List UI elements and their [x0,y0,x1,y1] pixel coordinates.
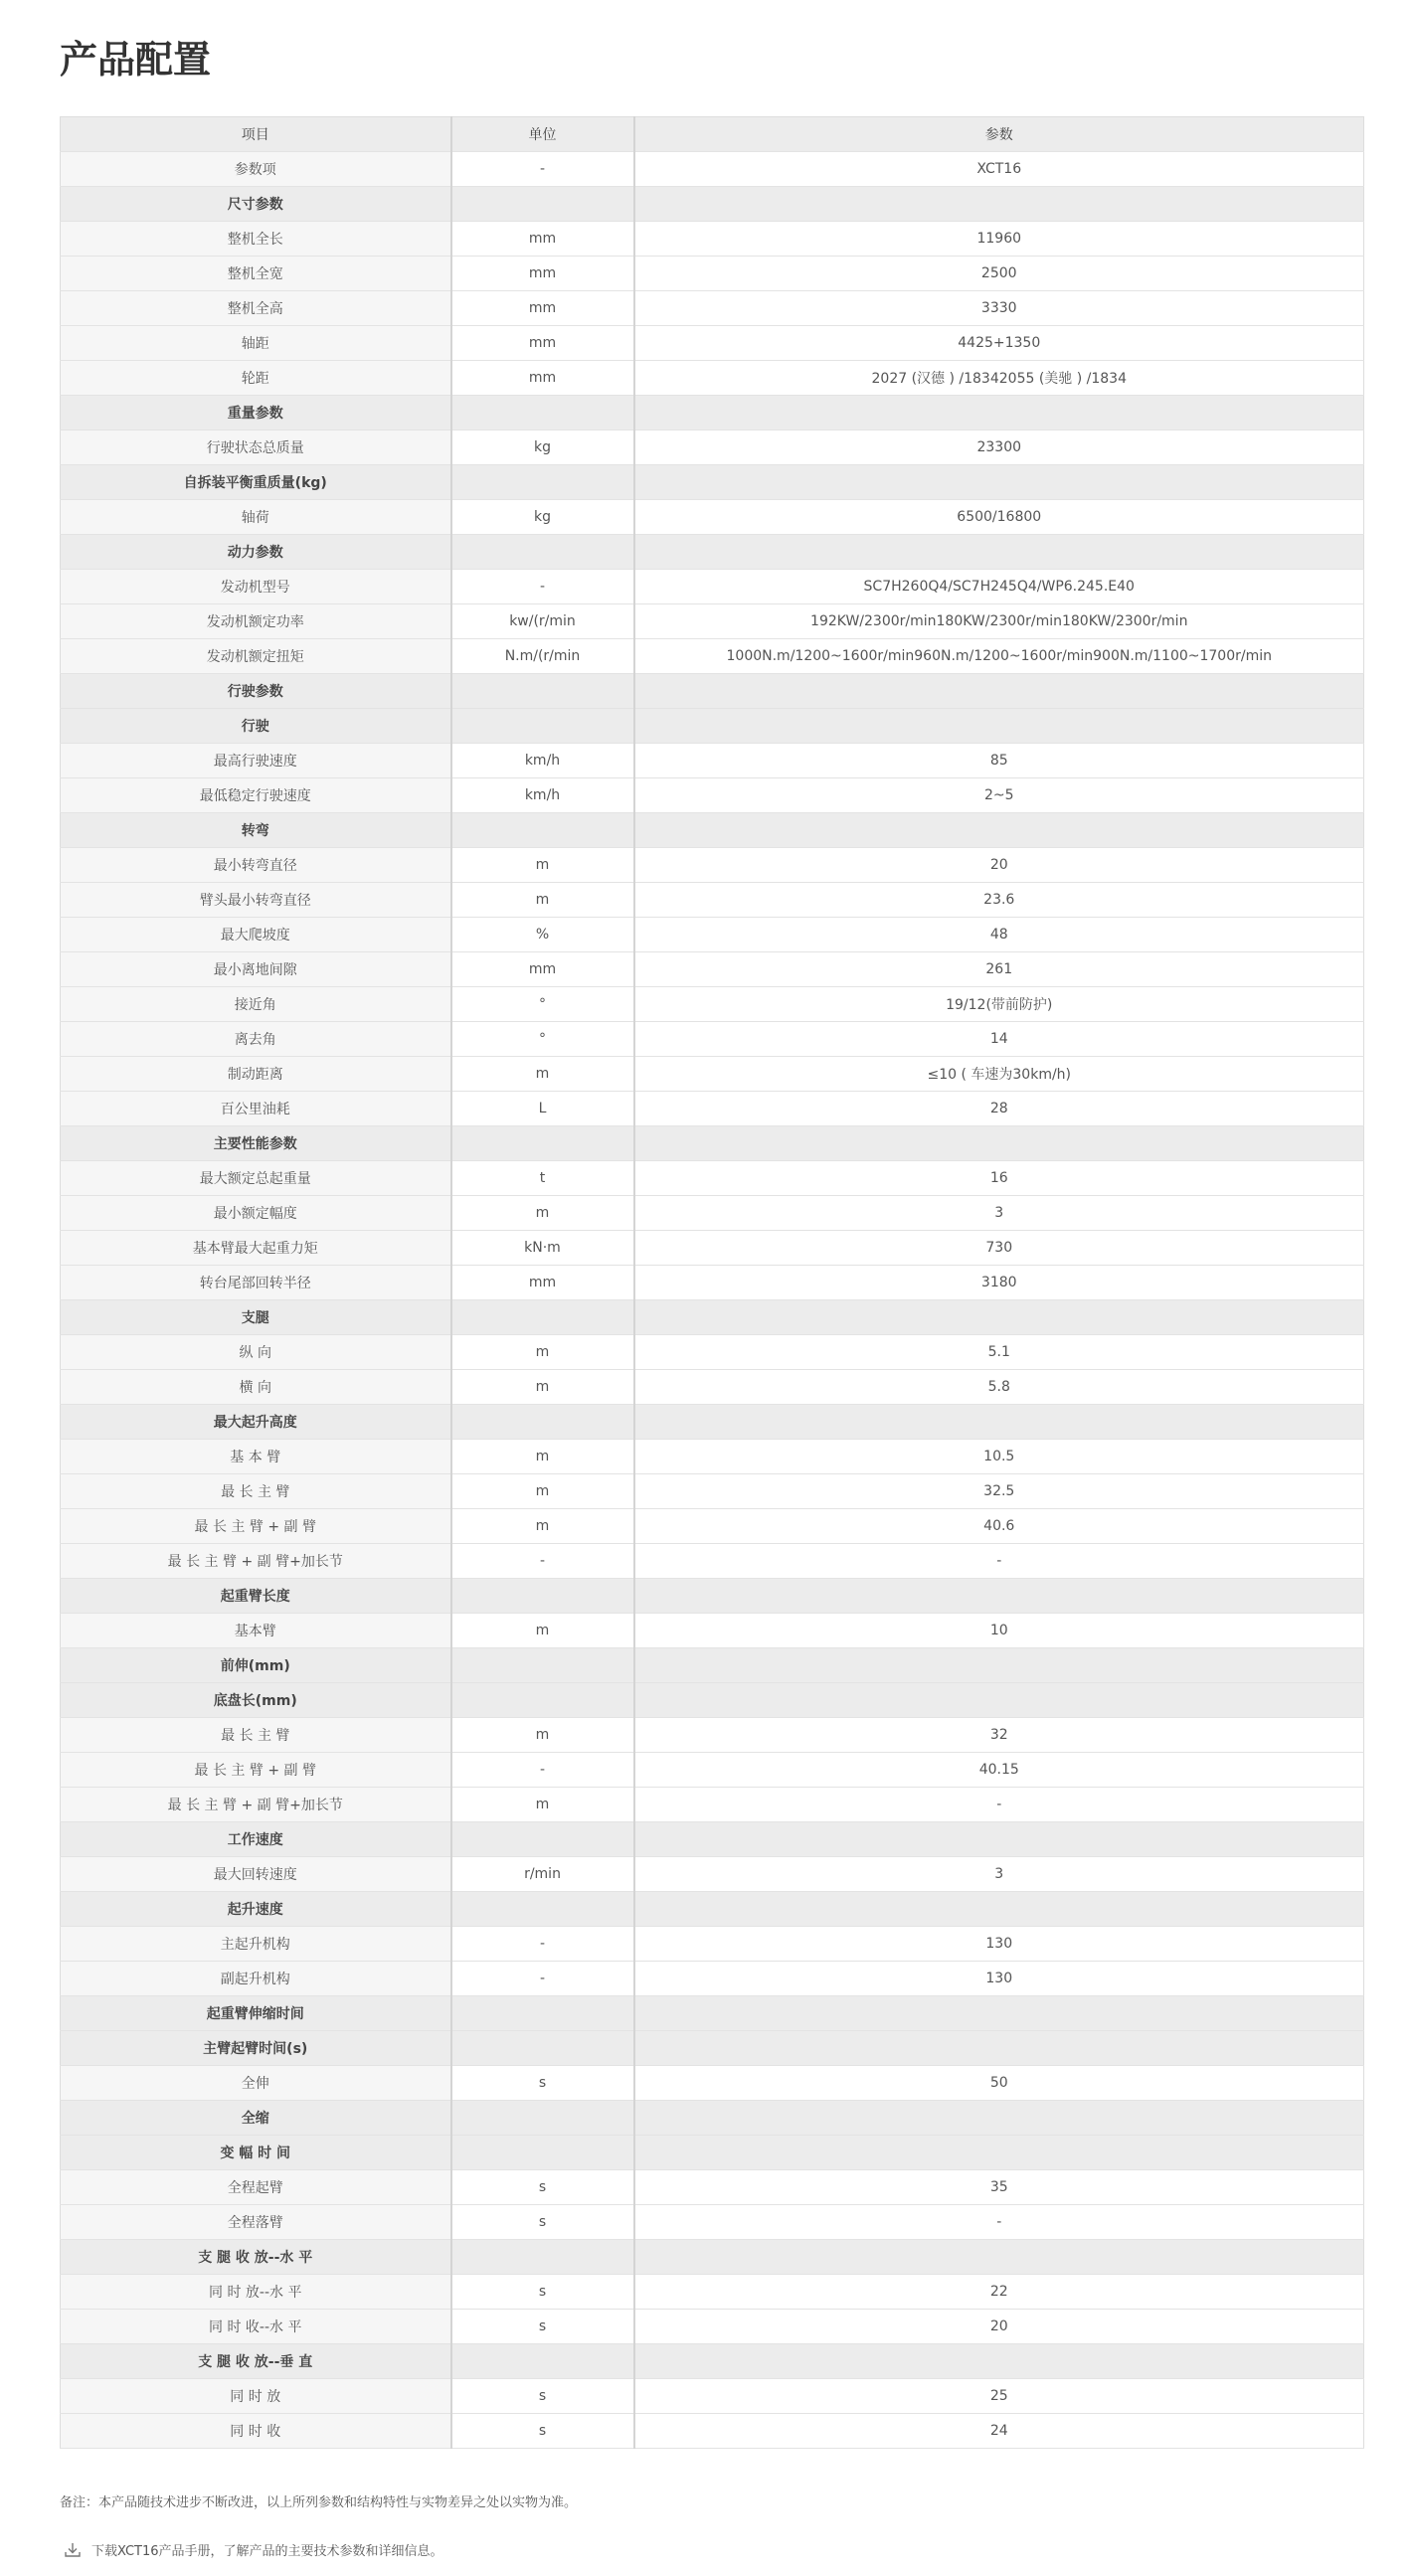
row-name: 动力参数 [61,535,451,570]
row-name: 最大起升高度 [61,1405,451,1440]
row-value [634,1996,1364,2031]
table-row [61,500,1364,535]
table-row [61,952,1364,987]
row-unit [451,2344,634,2379]
row-value: 3 [634,1857,1364,1892]
row-name: 基本臂 [61,1614,451,1648]
row-value [634,1300,1364,1335]
row-name: 全缩 [61,2101,451,2136]
row-value: - [634,1544,1364,1579]
row-unit [451,2240,634,2275]
row-value: 20 [634,848,1364,883]
row-name: 同 时 放--水 平 [61,2275,451,2310]
row-value: 2~5 [634,778,1364,813]
table-row [61,1231,1364,1266]
row-name: 接近角 [61,987,451,1022]
row-unit: s [451,2205,634,2240]
download-icon [64,2542,82,2558]
row-name: 底盘长(mm) [61,1683,451,1718]
row-name: 发动机额定功率 [61,604,451,639]
table-row [61,326,1364,361]
row-unit: mm [451,257,634,291]
section-row [61,396,1364,430]
row-value: 32 [634,1718,1364,1753]
table-row [61,2205,1364,2240]
row-unit [451,813,634,848]
row-name: 自拆装平衡重质量(kg) [61,465,451,500]
row-unit: ° [451,987,634,1022]
row-unit [451,1126,634,1161]
row-value [634,709,1364,744]
section-row [61,1683,1364,1718]
section-row [61,535,1364,570]
row-unit: - [451,152,634,187]
spec-table [60,116,1364,2449]
row-unit: L [451,1092,634,1126]
table-row [61,639,1364,674]
row-value: 50 [634,2066,1364,2101]
row-value: 28 [634,1092,1364,1126]
row-unit: m [451,883,634,918]
section-row [61,709,1364,744]
row-name: 整机全长 [61,222,451,257]
row-unit: km/h [451,744,634,778]
row-name: 行驶 [61,709,451,744]
row-value: 10.5 [634,1440,1364,1474]
row-value [634,2136,1364,2170]
row-name: 全伸 [61,2066,451,2101]
row-name: 最 长 主 臂 + 副 臂+加长节 [61,1788,451,1822]
row-unit: r/min [451,1857,634,1892]
row-value: 6500/16800 [634,500,1364,535]
row-unit [451,1579,634,1614]
table-row [61,1718,1364,1753]
section-row [61,187,1364,222]
table-row [61,1335,1364,1370]
row-name: 主起升机构 [61,1927,451,1962]
row-unit [451,1648,634,1683]
row-unit: mm [451,361,634,396]
table-row [61,1788,1364,1822]
row-unit: m [451,1614,634,1648]
row-unit: s [451,2170,634,2205]
row-value: 23.6 [634,883,1364,918]
row-name: 同 时 放 [61,2379,451,2414]
row-unit: kg [451,430,634,465]
section-row [61,1579,1364,1614]
row-unit: t [451,1161,634,1196]
row-name: 最小转弯直径 [61,848,451,883]
header-value: 参数 [634,117,1364,152]
table-row [61,430,1364,465]
section-row [61,813,1364,848]
row-value: 3 [634,1196,1364,1231]
row-unit [451,1683,634,1718]
row-name: 工作速度 [61,1822,451,1857]
row-value [634,396,1364,430]
row-value [634,1648,1364,1683]
section-row [61,2240,1364,2275]
row-name: 制动距离 [61,1057,451,1092]
row-unit: m [451,1509,634,1544]
row-unit [451,1405,634,1440]
section-row [61,2344,1364,2379]
row-unit [451,187,634,222]
row-value [634,2344,1364,2379]
table-row [61,778,1364,813]
table-row [61,1161,1364,1196]
row-unit: mm [451,952,634,987]
row-value: 11960 [634,222,1364,257]
table-row [61,1544,1364,1579]
row-value: ≤10 ( 车速为30km/h) [634,1057,1364,1092]
row-name: 最大额定总起重量 [61,1161,451,1196]
table-row [61,1509,1364,1544]
row-value: 5.8 [634,1370,1364,1405]
table-header-row [61,117,1364,152]
table-row [61,1857,1364,1892]
table-row [61,1927,1364,1962]
table-row [61,1196,1364,1231]
row-name: 最 长 主 臂 + 副 臂+加长节 [61,1544,451,1579]
section-row [61,1996,1364,2031]
row-unit: s [451,2379,634,2414]
row-name: 起重臂长度 [61,1579,451,1614]
table-row [61,2170,1364,2205]
row-name: 起升速度 [61,1892,451,1927]
row-name: 纵 向 [61,1335,451,1370]
row-name: 全程起臂 [61,2170,451,2205]
row-value: 130 [634,1962,1364,1996]
row-name: 支 腿 收 放--垂 直 [61,2344,451,2379]
row-name: 起重臂伸缩时间 [61,1996,451,2031]
row-value: - [634,2205,1364,2240]
row-name: 支腿 [61,1300,451,1335]
row-value: 20 [634,2310,1364,2344]
row-value: 4425+1350 [634,326,1364,361]
table-row [61,2379,1364,2414]
row-unit: mm [451,222,634,257]
row-unit [451,1892,634,1927]
row-unit [451,396,634,430]
row-unit [451,1996,634,2031]
table-row [61,1474,1364,1509]
row-value [634,2101,1364,2136]
row-name: 最高行驶速度 [61,744,451,778]
row-unit: - [451,1962,634,1996]
row-name: 离去角 [61,1022,451,1057]
section-row [61,2101,1364,2136]
row-name: 主臂起臂时间(s) [61,2031,451,2066]
row-value: 16 [634,1161,1364,1196]
row-name: 尺寸参数 [61,187,451,222]
row-value: 24 [634,2414,1364,2449]
row-unit: s [451,2275,634,2310]
row-unit: s [451,2066,634,2101]
row-value: 40.6 [634,1509,1364,1544]
row-name: 基本臂最大起重力矩 [61,1231,451,1266]
row-name: 主要性能参数 [61,1126,451,1161]
row-unit: m [451,1196,634,1231]
row-unit [451,2101,634,2136]
row-value: 261 [634,952,1364,987]
row-name: 轴距 [61,326,451,361]
table-row [61,257,1364,291]
table-row [61,848,1364,883]
row-name: 参数项 [61,152,451,187]
row-value: 85 [634,744,1364,778]
row-name: 最 长 主 臂 + 副 臂 [61,1753,451,1788]
table-row [61,2066,1364,2101]
row-unit: kg [451,500,634,535]
section-row [61,1405,1364,1440]
row-value [634,2031,1364,2066]
row-value [634,1892,1364,1927]
row-name: 发动机额定扭矩 [61,639,451,674]
row-name: 臂头最小转弯直径 [61,883,451,918]
table-row [61,1057,1364,1092]
table-row [61,1962,1364,1996]
row-value: SC7H260Q4/SC7H245Q4/WP6.245.E40 [634,570,1364,604]
row-unit: N.m/(r/min [451,639,634,674]
row-name: 前伸(mm) [61,1648,451,1683]
row-unit: m [451,1335,634,1370]
row-unit: - [451,1544,634,1579]
table-row [61,222,1364,257]
footnote: 备注：本产品随技术进步不断改进，以上所列参数和结构特性与实物差异之处以实物为准。 [60,2495,578,2510]
row-unit [451,535,634,570]
row-name: 重量参数 [61,396,451,430]
row-name: 转弯 [61,813,451,848]
row-value: 192KW/2300r/min180KW/2300r/min180KW/2300r/min [634,604,1364,639]
section-row [61,1892,1364,1927]
table-row [61,1370,1364,1405]
row-name: 副起升机构 [61,1962,451,1996]
section-row [61,2031,1364,2066]
row-unit: - [451,570,634,604]
row-value [634,1579,1364,1614]
row-unit: % [451,918,634,952]
section-row [61,1648,1364,1683]
row-value: 3330 [634,291,1364,326]
row-name: 轮距 [61,361,451,396]
row-name: 最 长 主 臂 [61,1474,451,1509]
table-row [61,570,1364,604]
row-value: 23300 [634,430,1364,465]
row-value: 25 [634,2379,1364,2414]
row-unit: m [451,1440,634,1474]
row-unit [451,2031,634,2066]
row-name: 最 长 主 臂 [61,1718,451,1753]
row-value: 2027 (汉德 ) /18342055 (美驰 ) /1834 [634,361,1364,396]
download-label: 下载XCT16产品手册，了解产品的主要技术参数和详细信息。 [91,2544,443,2559]
row-name: 百公里油耗 [61,1092,451,1126]
row-value [634,187,1364,222]
table-row [61,744,1364,778]
row-value: - [634,1788,1364,1822]
row-unit: m [451,1718,634,1753]
row-unit: m [451,848,634,883]
row-value [634,1405,1364,1440]
row-unit [451,1822,634,1857]
row-unit: km/h [451,778,634,813]
row-unit: m [451,1474,634,1509]
table-row [61,291,1364,326]
row-unit: - [451,1753,634,1788]
row-unit: kN·m [451,1231,634,1266]
row-unit: kw/(r/min [451,604,634,639]
row-value [634,1822,1364,1857]
table-row [61,361,1364,396]
row-value: 48 [634,918,1364,952]
row-unit: m [451,1788,634,1822]
row-value: 3180 [634,1266,1364,1300]
download-manual-link[interactable] [64,2540,443,2559]
row-value: 730 [634,1231,1364,1266]
row-name: 横 向 [61,1370,451,1405]
header-item: 项目 [61,117,451,152]
table-row [61,883,1364,918]
row-value [634,813,1364,848]
row-unit: m [451,1057,634,1092]
row-value: 14 [634,1022,1364,1057]
table-row [61,918,1364,952]
row-value: 19/12(带前防护) [634,987,1364,1022]
row-name: 最小额定幅度 [61,1196,451,1231]
section-row [61,1822,1364,1857]
row-unit [451,709,634,744]
section-row [61,674,1364,709]
row-name: 转台尾部回转半径 [61,1266,451,1300]
row-value [634,465,1364,500]
table-row [61,2414,1364,2449]
table-row [61,1092,1364,1126]
table-row [61,1022,1364,1057]
row-value [634,1126,1364,1161]
row-value: 1000N.m/1200~1600r/min960N.m/1200~1600r/min900N.m/1100~1700r/min [634,639,1364,674]
row-unit [451,2136,634,2170]
row-unit [451,465,634,500]
section-row [61,465,1364,500]
row-unit: mm [451,291,634,326]
table-row [61,1266,1364,1300]
table-row [61,1753,1364,1788]
row-value: 2500 [634,257,1364,291]
table-row [61,1614,1364,1648]
row-value: 35 [634,2170,1364,2205]
row-value [634,1683,1364,1718]
row-name: 发动机型号 [61,570,451,604]
row-name: 最大回转速度 [61,1857,451,1892]
row-unit [451,1300,634,1335]
table-row [61,2275,1364,2310]
row-value: 130 [634,1927,1364,1962]
row-name: 同 时 收 [61,2414,451,2449]
row-name: 支 腿 收 放--水 平 [61,2240,451,2275]
row-name: 最 长 主 臂 + 副 臂 [61,1509,451,1544]
row-name: 行驶参数 [61,674,451,709]
row-value: 22 [634,2275,1364,2310]
row-name: 整机全高 [61,291,451,326]
row-unit: mm [451,1266,634,1300]
header-unit: 单位 [451,117,634,152]
row-name: 变 幅 时 间 [61,2136,451,2170]
row-name: 最低稳定行驶速度 [61,778,451,813]
row-name: 行驶状态总质量 [61,430,451,465]
section-row [61,1126,1364,1161]
page-title: 产品配置 [60,38,212,82]
table-row [61,987,1364,1022]
row-name: 基 本 臂 [61,1440,451,1474]
row-name: 最小离地间隙 [61,952,451,987]
row-name: 轴荷 [61,500,451,535]
table-row [61,604,1364,639]
row-unit: s [451,2310,634,2344]
row-value [634,2240,1364,2275]
row-value [634,535,1364,570]
table-row [61,2310,1364,2344]
row-name: 同 时 收--水 平 [61,2310,451,2344]
table-row [61,152,1364,187]
section-row [61,2136,1364,2170]
spec-table-body [61,152,1364,2449]
row-value: 32.5 [634,1474,1364,1509]
row-unit: ° [451,1022,634,1057]
row-value: XCT16 [634,152,1364,187]
row-name: 全程落臂 [61,2205,451,2240]
section-row [61,1300,1364,1335]
row-name: 最大爬坡度 [61,918,451,952]
row-value: 10 [634,1614,1364,1648]
table-row [61,1440,1364,1474]
row-unit: mm [451,326,634,361]
row-name: 整机全宽 [61,257,451,291]
row-value: 40.15 [634,1753,1364,1788]
row-unit: m [451,1370,634,1405]
row-value: 5.1 [634,1335,1364,1370]
row-unit: s [451,2414,634,2449]
row-value [634,674,1364,709]
row-unit [451,674,634,709]
row-unit: - [451,1927,634,1962]
